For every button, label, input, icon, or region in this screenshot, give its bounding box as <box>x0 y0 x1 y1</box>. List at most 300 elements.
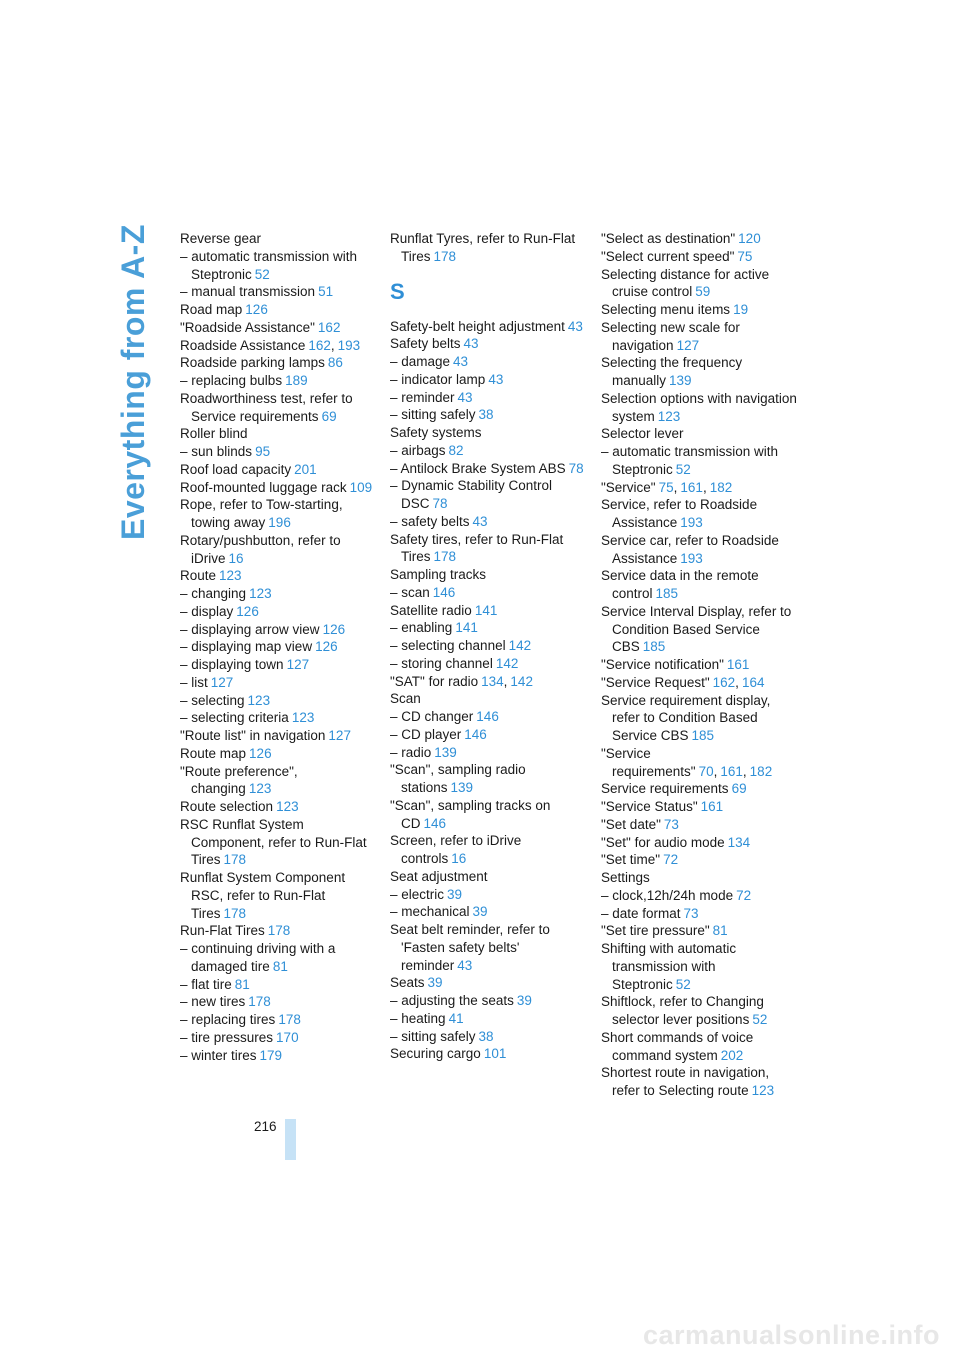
index-entry-term: – electric <box>390 886 445 902</box>
index-entry <box>180 585 380 603</box>
index-entry-term: – selecting channel <box>390 638 506 653</box>
index-entry-term: – selecting criteria <box>180 710 289 726</box>
index-entry-term: Selector lever <box>601 426 684 442</box>
page-reference-link[interactable]: 39 <box>472 904 488 920</box>
page-reference-link[interactable]: 146 <box>423 815 447 831</box>
page-reference-link[interactable]: 16 <box>451 851 467 866</box>
index-entry <box>601 905 797 923</box>
index-entry <box>601 656 797 674</box>
page-reference-link[interactable]: 72 <box>663 852 679 868</box>
index-entry <box>180 638 380 656</box>
index-entry <box>180 621 380 639</box>
page-reference-link[interactable]: 123 <box>276 799 299 814</box>
index-column-1 <box>180 230 380 1064</box>
index-entry-term: – CD player <box>390 726 462 742</box>
page-reference-link[interactable]: 146 <box>464 726 487 742</box>
index-entry <box>390 655 590 673</box>
index-entry-term: – sitting safely <box>390 1028 476 1044</box>
index-entry-term: – continuing driving with a damaged tire <box>180 941 336 974</box>
index-entry <box>390 921 590 974</box>
index-entry-term: Roadside parking lamps <box>180 355 325 371</box>
index-entry <box>390 1045 590 1063</box>
index-entry <box>180 496 380 532</box>
page-reference-link[interactable]: 72 <box>736 887 752 903</box>
index-entry <box>601 532 797 568</box>
watermark: carmanualsonline.info <box>642 1320 940 1350</box>
index-entry <box>390 442 590 460</box>
index-entry-term: Safety-belt height adjustment <box>390 318 565 334</box>
index-entry-term: Roof-mounted luggage rack <box>180 479 347 495</box>
page-reference-link[interactable]: 123 <box>219 568 242 584</box>
index-entry-term: Runflat System Component RSC, refer to Run-Flat Tires <box>180 870 346 921</box>
index-entry-term: Selecting menu items <box>601 302 731 317</box>
index-entry-term: Rotary/pushbutton, refer to iDrive <box>180 532 341 566</box>
page-reference-link[interactable]: 126 <box>322 621 346 637</box>
index-entry-term: Shiftlock, refer to Changing selector lever positions <box>601 994 764 1027</box>
page-reference-link[interactable]: 193 <box>680 515 703 530</box>
page-reference-link[interactable]: 126 <box>249 745 272 761</box>
index-entry-term: "Roadside Assistance" <box>180 319 315 335</box>
index-entry-term: – flat tire <box>180 976 232 992</box>
index-entry <box>390 371 590 389</box>
index-entry-term: Service requirement display, refer to Condition Based Service CBS <box>601 692 771 743</box>
index-entry-term: Selecting the frequency manually <box>601 355 743 388</box>
index-entry-term: Satellite radio <box>390 602 472 618</box>
index-entry: "SAT" for radio 134, 142 <box>390 673 533 689</box>
index-entry <box>601 869 797 887</box>
index-entry <box>390 992 590 1010</box>
index-entry-term: "Set date" <box>601 816 661 832</box>
index-entry-term: – enabling <box>390 620 453 636</box>
index-entry <box>390 868 590 886</box>
index-entry-term: Runflat Tyres, refer to Run-Flat Tires <box>390 231 576 264</box>
index-entry <box>601 798 797 816</box>
page-reference-link[interactable]: 162 <box>317 319 341 335</box>
page-reference-link[interactable]: 43 <box>472 513 488 529</box>
index-entry <box>180 798 380 816</box>
page-reference-link[interactable]: 43 <box>567 318 583 334</box>
page-reference-link[interactable]: 139 <box>669 373 692 388</box>
index-entry-term: Service car, refer to Roadside Assistance <box>601 532 779 566</box>
index-entry-term: "Scan", sampling tracks on CD <box>390 797 551 831</box>
index-entry <box>390 1028 590 1046</box>
index-entry <box>390 726 590 744</box>
page-reference-link[interactable]: 134 <box>481 673 504 689</box>
index-entry-term: "Service" <box>601 479 656 495</box>
page-reference-link[interactable]: 139 <box>434 744 457 760</box>
page-reference-link[interactable]: 202 <box>720 1047 744 1063</box>
index-entry-term: – date format <box>601 905 681 921</box>
index-entry-term: "Scan", sampling radio stations <box>390 762 526 795</box>
index-entry <box>180 425 380 443</box>
index-entry-term: Seat belt reminder, refer to 'Fasten safety belts' reminder <box>390 922 550 973</box>
index-entry-term: – replacing tires <box>180 1012 276 1027</box>
page-reference-link[interactable]: 78 <box>432 496 448 511</box>
index-entry-term: Roof load capacity <box>180 461 292 477</box>
index-entry-term: – displaying town <box>180 657 284 672</box>
page-reference-link[interactable]: 73 <box>683 905 699 921</box>
index-entry <box>601 567 797 603</box>
page-reference-link[interactable]: 162 <box>712 674 736 690</box>
index-entry <box>180 816 380 869</box>
index-entry <box>601 922 797 940</box>
page-reference-link[interactable]: 43 <box>488 371 504 387</box>
index-entry-term: Seat adjustment <box>390 868 488 884</box>
index-entry-term: – mechanical <box>390 904 470 920</box>
page-reference-link[interactable]: 75 <box>737 248 753 264</box>
index-entry <box>601 816 797 834</box>
index-entry-term: – replacing bulbs <box>180 373 283 388</box>
index-entry-term: Service Interval Display, refer to Condition Based Service CBS <box>601 603 792 655</box>
index-entry-term: Run-Flat Tires <box>180 923 265 939</box>
index-entry: "Service" 75, 161, 182 <box>601 479 733 495</box>
index-entry <box>601 834 797 852</box>
page-reference-link[interactable]: 39 <box>447 886 463 902</box>
index-entry-term: Selection options with navigation system <box>601 390 797 424</box>
page-reference-link[interactable]: 185 <box>642 639 666 655</box>
page-reference-link[interactable]: 178 <box>433 248 457 264</box>
index-entry <box>180 674 380 692</box>
index-entry <box>390 406 590 424</box>
index-entry <box>390 389 590 407</box>
index-entry <box>601 248 797 266</box>
index-entry-term: – airbags <box>390 442 446 458</box>
index-entry-term: – damage <box>390 354 451 369</box>
index-entry <box>601 692 797 745</box>
page-reference-link[interactable]: 43 <box>463 336 479 352</box>
page-reference-link[interactable]: 141 <box>474 602 498 618</box>
index-entry-term: "Service Request" <box>601 674 710 690</box>
page-reference-link[interactable]: 127 <box>328 728 351 743</box>
index-entry <box>180 727 380 745</box>
page-reference-link[interactable]: 179 <box>259 1047 283 1063</box>
index-entry <box>180 390 380 426</box>
index-entry <box>601 425 797 443</box>
page-reference-link[interactable]: 109 <box>349 479 373 495</box>
page-reference-link[interactable]: 52 <box>752 1012 768 1027</box>
index-entry-term: – tire pressures <box>180 1029 274 1045</box>
index-entry-term: Shifting with automatic transmission with Steptronic <box>601 941 737 992</box>
index-entry-term: "Service requirements" <box>601 745 696 779</box>
page-reference-link[interactable]: 69 <box>321 408 337 424</box>
page-reference-link[interactable]: 127 <box>210 674 234 690</box>
index-entry-term: – adjusting the seats <box>390 993 514 1008</box>
index-entry <box>390 974 590 992</box>
index-entry <box>180 319 380 337</box>
index-entry-term: – reminder <box>390 389 455 405</box>
page-reference-link[interactable]: 38 <box>478 1028 494 1044</box>
index-entry-term: Settings <box>601 870 650 885</box>
page-reference-link[interactable]: 142 <box>495 655 519 671</box>
index-entry-term: Reverse gear <box>180 231 262 246</box>
page-reference-link[interactable]: 161 <box>720 763 743 779</box>
index-entry <box>180 656 380 674</box>
index-entry <box>390 761 590 797</box>
page-reference-link[interactable]: 126 <box>315 639 338 655</box>
index-entry <box>180 372 380 390</box>
index-entry-term: RSC Runflat System Component, refer to Run-Flat Tires <box>180 816 367 868</box>
page-reference-link[interactable]: 146 <box>432 584 456 600</box>
index-entry <box>180 283 380 301</box>
index-entry <box>180 248 380 284</box>
page-reference-link[interactable]: 134 <box>727 834 751 850</box>
index-entry-term: – scan <box>390 584 430 600</box>
index-entry <box>180 709 380 727</box>
index-entry-term: "SAT" for radio <box>390 673 479 689</box>
index-entry-term: Road map <box>180 302 243 317</box>
section-letter-heading: S <box>390 278 405 304</box>
index-entry <box>601 603 797 656</box>
page-reference-link[interactable]: 189 <box>285 373 308 388</box>
index-entry <box>390 797 590 833</box>
page-reference-link[interactable]: 78 <box>568 460 584 476</box>
page-reference-link[interactable]: 123 <box>247 692 271 708</box>
index-entry <box>180 692 380 710</box>
index-entry <box>390 566 590 584</box>
index-entry-term: Roller blind <box>180 426 248 442</box>
page-number-bar <box>285 1119 296 1160</box>
index-entry-term: – automatic transmission with Steptronic <box>601 444 779 477</box>
index-entry-term: "Select current speed" <box>601 248 735 264</box>
index-entry <box>390 584 590 602</box>
index-entry-term: "Service Status" <box>601 799 698 814</box>
page-reference-link[interactable]: 142 <box>510 673 533 689</box>
index-entry-term: Safety belts <box>390 336 461 352</box>
page-reference-link[interactable]: 193 <box>680 550 703 566</box>
page-reference-link[interactable]: 123 <box>249 586 272 601</box>
index-entry <box>390 353 590 371</box>
index-entry-term: – selecting <box>180 692 245 708</box>
index-entry <box>180 354 380 372</box>
index-entry-term: Screen, refer to iDrive controls <box>390 833 522 866</box>
index-entry-term: Route <box>180 568 217 584</box>
page-reference-link[interactable]: 178 <box>248 994 271 1010</box>
index-entry <box>180 230 380 248</box>
index-entry-term: – list <box>180 674 208 690</box>
index-entry-term: "Select as destination" <box>601 231 736 246</box>
index-entry <box>180 1047 380 1065</box>
index-entry-term: Safety tires, refer to Run-Flat Tires <box>390 531 564 565</box>
index-entry <box>390 690 590 708</box>
page-reference-link[interactable]: 170 <box>276 1029 299 1045</box>
page-reference-link[interactable]: 146 <box>476 709 499 724</box>
page-reference-link[interactable]: 127 <box>286 657 310 672</box>
page-reference-link[interactable]: 95 <box>255 444 271 459</box>
index-entry-term: – changing <box>180 586 247 601</box>
index-entry-term: Rope, refer to Tow-starting, towing away <box>180 497 343 530</box>
page-reference-link[interactable]: 81 <box>712 923 728 939</box>
index-entry-term: Service, refer to Roadside Assistance <box>601 497 758 530</box>
page-reference-link[interactable]: 59 <box>695 284 711 300</box>
page-reference-link[interactable]: 126 <box>236 603 259 619</box>
index-entry <box>180 1011 380 1029</box>
index-entry <box>180 763 380 799</box>
page-reference-link[interactable]: 126 <box>245 302 268 317</box>
index-entry <box>180 976 380 994</box>
index-entry-term: Service data in the remote control <box>601 568 759 601</box>
index-entry-term: Selecting distance for active cruise control <box>601 266 770 300</box>
index-entry-term: Route map <box>180 745 247 761</box>
index-entry <box>390 230 590 266</box>
index-entry-term: "Route list" in navigation <box>180 728 326 743</box>
index-entry <box>601 1029 797 1065</box>
index-entry <box>180 532 380 568</box>
index-entry <box>180 1029 380 1047</box>
page-reference-link[interactable]: 164 <box>741 674 765 690</box>
index-entry <box>180 869 380 922</box>
page-reference-link[interactable]: 185 <box>691 728 715 743</box>
page-reference-link[interactable]: 41 <box>448 1010 464 1026</box>
index-entry <box>601 851 797 869</box>
index-entry-term: – clock,12h/24h mode <box>601 887 734 903</box>
page-reference-link[interactable]: 182 <box>749 763 773 779</box>
index-entry <box>390 531 590 567</box>
page-reference-link[interactable]: 185 <box>655 586 679 601</box>
index-entry <box>180 567 380 585</box>
index-entry-term: Shortest route in navigation, refer to Selecting route <box>601 1065 770 1098</box>
index-entry-term: Roadworthiness test, refer to Service requirements <box>180 390 353 424</box>
index-entry <box>601 1064 797 1100</box>
index-entry-term: Route selection <box>180 799 274 814</box>
index-entry <box>180 940 380 976</box>
index-entry-term: Sampling tracks <box>390 567 487 582</box>
page-reference-link[interactable]: 178 <box>278 1012 301 1027</box>
index-entry-term: Seats <box>390 975 425 991</box>
index-entry <box>390 424 590 442</box>
index-entry <box>390 832 590 868</box>
page-reference-link[interactable]: 52 <box>675 976 691 992</box>
page-reference-link[interactable]: 39 <box>427 975 443 991</box>
index-entry <box>601 887 797 905</box>
index-entry <box>601 940 797 993</box>
page-reference-link[interactable]: 43 <box>453 354 469 369</box>
index-entry-term: "Route preference", changing <box>180 763 298 797</box>
page-reference-link[interactable]: 86 <box>327 355 343 371</box>
index-entry-term: Roadside Assistance <box>180 337 306 353</box>
index-entry <box>390 1010 590 1028</box>
index-entry <box>390 903 590 921</box>
page-reference-link[interactable]: 75 <box>658 479 674 495</box>
index-entry <box>601 230 797 248</box>
index-entry-term: Securing cargo <box>390 1046 481 1062</box>
index-entry-term: – indicator lamp <box>390 371 486 387</box>
index-entry <box>180 603 380 621</box>
index-entry <box>390 886 590 904</box>
page-reference-link[interactable]: 19 <box>733 302 749 317</box>
page-reference-link[interactable]: 43 <box>457 957 473 973</box>
page-reference-link[interactable]: 182 <box>709 479 733 495</box>
page-reference-link[interactable]: 52 <box>254 266 270 282</box>
index-entry-term: – sun blinds <box>180 444 253 459</box>
page-reference-link[interactable]: 16 <box>228 550 244 566</box>
page-reference-link[interactable]: 178 <box>223 905 247 921</box>
index-entry <box>601 266 797 302</box>
page-reference-link[interactable]: 123 <box>751 1083 775 1098</box>
page-reference-link[interactable]: 161 <box>700 799 724 814</box>
page-reference-link[interactable]: 73 <box>663 816 679 832</box>
page-reference-link[interactable]: 127 <box>676 337 700 353</box>
page-reference-link[interactable]: 162 <box>308 337 331 353</box>
index-entry <box>390 335 590 353</box>
index-entry-term: – new tires <box>180 994 246 1010</box>
index-entry-term: – storing channel <box>390 655 493 671</box>
index-entry <box>180 301 380 319</box>
page-reference-link[interactable]: 161 <box>726 657 750 672</box>
index-entry <box>390 318 590 336</box>
page-reference-link[interactable]: 39 <box>516 993 532 1008</box>
index-entry <box>390 513 590 531</box>
page-reference-link[interactable]: 43 <box>457 389 473 405</box>
index-entry-term: Selecting new scale for navigation <box>601 319 740 353</box>
index-entry-term: – sitting safely <box>390 407 476 423</box>
page-reference-link[interactable]: 82 <box>448 442 464 458</box>
index-entry-term: Safety systems <box>390 425 482 440</box>
page-reference-link[interactable]: 141 <box>455 620 478 636</box>
index-entry <box>601 319 797 355</box>
page-reference-link[interactable]: 51 <box>318 284 334 300</box>
index-entry <box>601 496 797 532</box>
page-reference-link[interactable]: 123 <box>248 781 272 797</box>
index-column-3 <box>601 230 797 1100</box>
page-reference-link[interactable]: 81 <box>272 958 288 974</box>
index-entry <box>180 922 380 940</box>
page-number: 216 <box>254 1119 277 1134</box>
index-entry <box>601 354 797 390</box>
page-reference-link[interactable]: 178 <box>433 549 457 565</box>
page-reference-link[interactable]: 139 <box>450 780 474 795</box>
index-entry-term: – Dynamic Stability Control DSC <box>390 478 553 511</box>
index-entry <box>601 390 797 426</box>
index-entry <box>390 744 590 762</box>
page-reference-link[interactable]: 123 <box>657 408 681 424</box>
index-entry-term: "Service notification" <box>601 657 724 672</box>
page-reference-link[interactable]: 123 <box>291 710 315 726</box>
page-reference-link[interactable]: 161 <box>680 479 703 495</box>
page-reference-link[interactable]: 201 <box>294 461 317 477</box>
index-entry-term: – displaying map view <box>180 639 313 655</box>
page-reference-link[interactable]: 81 <box>234 976 250 992</box>
page-reference-link[interactable]: 70 <box>698 763 714 779</box>
index-entry <box>390 619 590 637</box>
index-entry-term: – winter tires <box>180 1047 257 1063</box>
page-reference-link[interactable]: 101 <box>483 1046 507 1062</box>
page-reference-link[interactable]: 178 <box>267 923 291 939</box>
page-reference-link[interactable]: 178 <box>223 852 247 868</box>
index-entry <box>390 602 590 620</box>
section-title-vertical: Everything from A-Z <box>115 224 151 540</box>
page-reference-link[interactable]: 142 <box>508 638 532 653</box>
index-entry-term: Short commands of voice command system <box>601 1029 754 1063</box>
index-entry <box>601 993 797 1029</box>
index-entry: "Service Request" 162, 164 <box>601 674 765 690</box>
index-entry-term: Scan <box>390 691 421 707</box>
page-reference-link[interactable]: 69 <box>731 781 747 797</box>
index-entry-term: – heating <box>390 1010 446 1026</box>
index-entry: "Service requirements" 70, 161, 182 <box>601 745 773 779</box>
page-reference-link[interactable]: 120 <box>738 231 761 246</box>
index-entry <box>390 460 590 478</box>
page-reference-link[interactable]: 196 <box>268 515 291 530</box>
index-entry-term: "Set tire pressure" <box>601 923 710 939</box>
page-reference-link[interactable]: 193 <box>337 337 361 353</box>
index-entry-term: – safety belts <box>390 513 470 529</box>
index-entry <box>601 301 797 319</box>
index-entry <box>601 780 797 798</box>
page-reference-link[interactable]: 38 <box>478 407 494 423</box>
page-reference-link[interactable]: 52 <box>675 461 691 477</box>
index-entry <box>390 477 590 513</box>
index-entry <box>601 443 797 479</box>
